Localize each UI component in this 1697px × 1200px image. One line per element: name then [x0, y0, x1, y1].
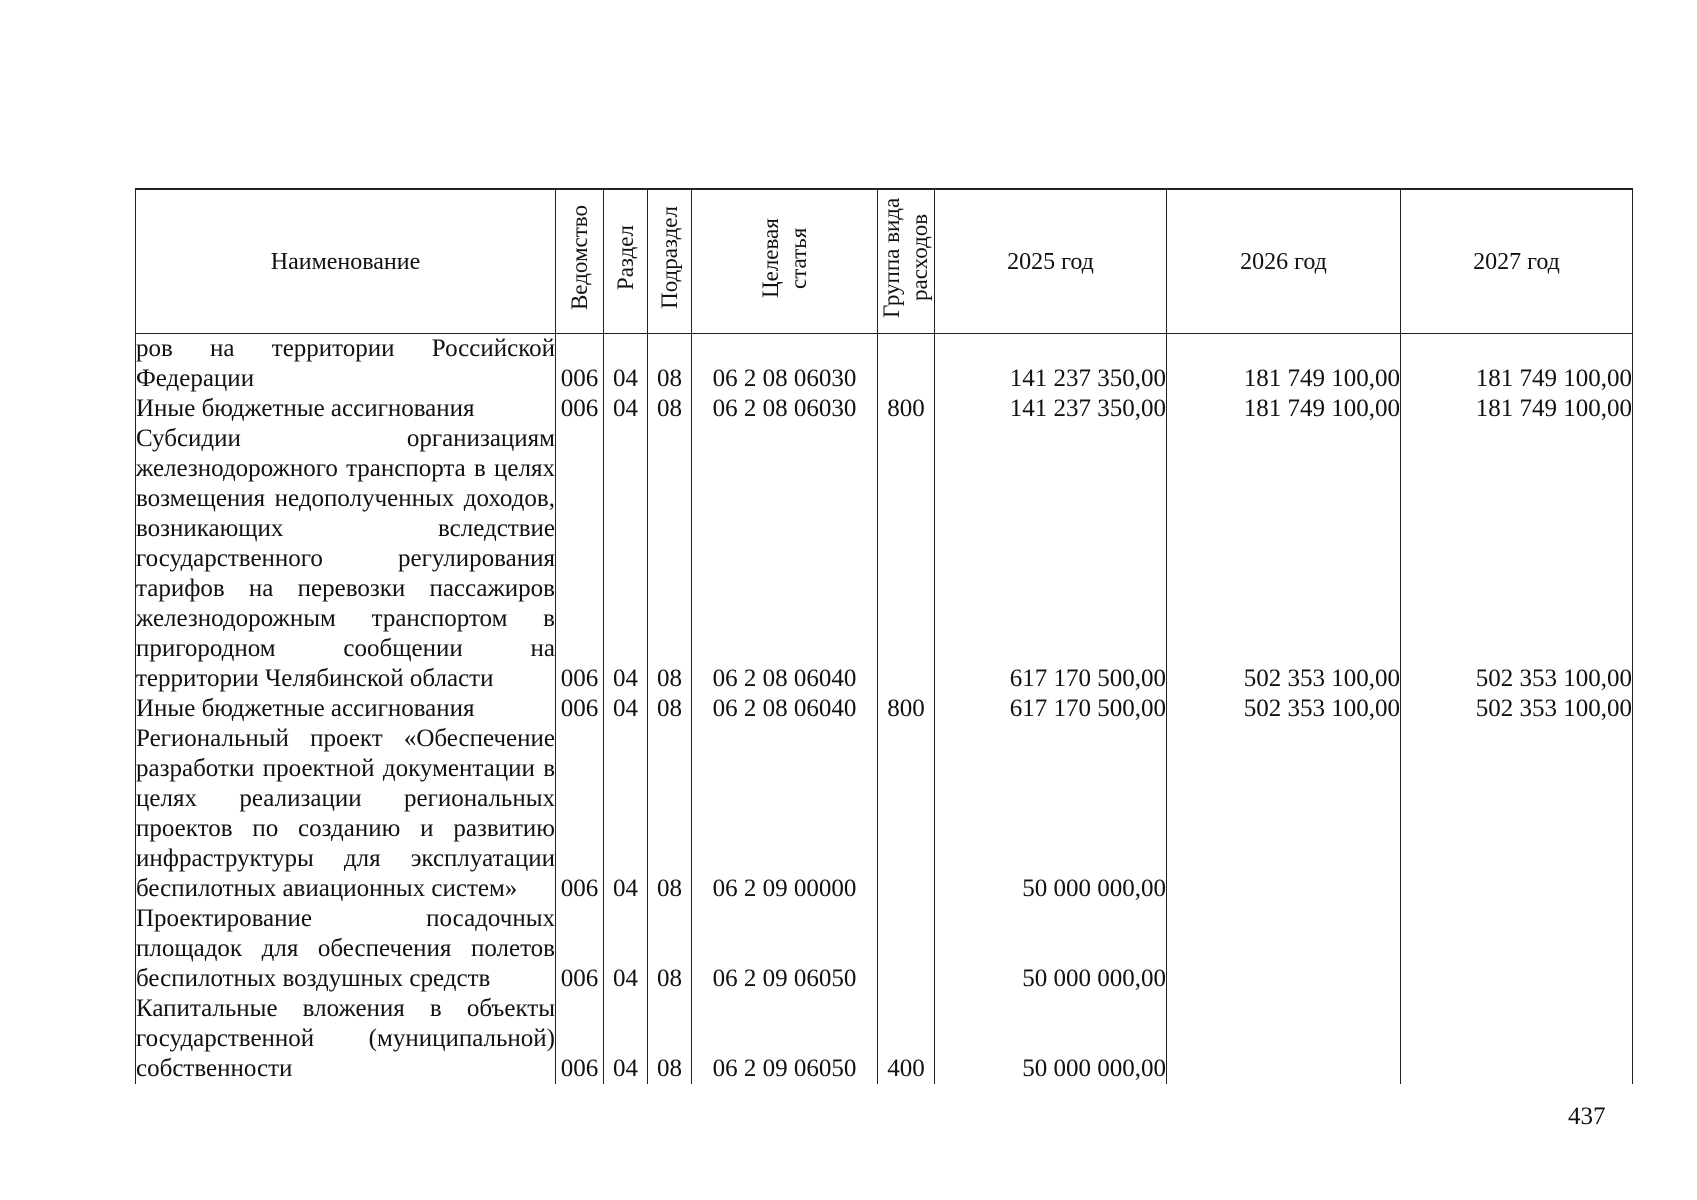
cell-2027: 181 749 100,00: [1401, 334, 1633, 395]
cell-name: Проектирование посадочных площадок для обеспечения полетов беспилотных воздушных средств: [136, 905, 555, 992]
cell-2025: 50 000 000,00: [935, 904, 1167, 994]
cell-podrazdel: 08: [648, 724, 692, 904]
cell-vedomstvo: 006: [556, 724, 604, 904]
cell-razdel: 04: [604, 394, 648, 424]
cell-group: 800: [878, 694, 935, 724]
cell-razdel: 04: [604, 994, 648, 1084]
cell-2027: 502 353 100,00: [1401, 694, 1633, 724]
cell-2025: 617 170 500,00: [935, 424, 1167, 694]
cell-2027: [1401, 994, 1633, 1084]
table-row: [136, 904, 1633, 994]
cell-vedomstvo: 006: [556, 424, 604, 694]
table-row: [136, 724, 1633, 904]
cell-2027: 181 749 100,00: [1401, 394, 1633, 424]
table-row: [136, 394, 1633, 424]
cell-target: 06 2 09 06050: [692, 904, 878, 994]
cell-razdel: 04: [604, 424, 648, 694]
cell-razdel: 04: [604, 694, 648, 724]
table-row: [136, 694, 1633, 724]
cell-2025: 50 000 000,00: [935, 994, 1167, 1084]
cell-podrazdel: 08: [648, 904, 692, 994]
cell-target: 06 2 09 00000: [692, 724, 878, 904]
cell-razdel: 04: [604, 334, 648, 395]
col-header-2027: 2027 год: [1401, 189, 1633, 334]
cell-2025: 617 170 500,00: [935, 694, 1167, 724]
cell-vedomstvo: 006: [556, 694, 604, 724]
cell-group: 400: [878, 994, 935, 1084]
cell-podrazdel: 08: [648, 994, 692, 1084]
col-header-podrazdel: Подраздел: [648, 189, 692, 334]
col-header-target: Целевая статья: [692, 189, 878, 334]
cell-name: Региональный проект «Обеспечение разработки проектной документации в целях реализации региональных проектов по созданию и развитию инфраструктуры для эксплуатации беспилотных авиационных систем»: [136, 725, 555, 902]
table-row: [136, 334, 1633, 395]
col-header-vedomstvo: Ведомство: [556, 189, 604, 334]
cell-vedomstvo: 006: [556, 394, 604, 424]
cell-name: Иные бюджетные ассигнования: [136, 694, 556, 724]
budget-table: [135, 188, 1633, 1084]
cell-vedomstvo: 006: [556, 904, 604, 994]
cell-2026: 502 353 100,00: [1167, 694, 1401, 724]
cell-name: Иные бюджетные ассигнования: [136, 394, 556, 424]
cell-2027: [1401, 724, 1633, 904]
cell-razdel: 04: [604, 904, 648, 994]
cell-vedomstvo: 006: [556, 994, 604, 1084]
cell-2027: 502 353 100,00: [1401, 424, 1633, 694]
cell-razdel: 04: [604, 724, 648, 904]
cell-2026: 181 749 100,00: [1167, 394, 1401, 424]
col-header-group: Группа вида расходов: [878, 189, 935, 334]
table-row: [136, 424, 1633, 694]
col-header-razdel: Раздел: [604, 189, 648, 334]
col-header-name: Наименование: [136, 189, 556, 334]
cell-name: ров на территории Российской Федерации: [136, 335, 555, 392]
cell-2026: [1167, 724, 1401, 904]
cell-target: 06 2 08 06040: [692, 694, 878, 724]
cell-name: Капитальные вложения в объекты государственной (муниципальной) собственности: [136, 995, 555, 1082]
cell-2025: 50 000 000,00: [935, 724, 1167, 904]
cell-2027: [1401, 904, 1633, 994]
table-row: [136, 994, 1633, 1084]
cell-group: [878, 904, 935, 994]
cell-target: 06 2 08 06030: [692, 334, 878, 395]
cell-group: [878, 334, 935, 395]
cell-podrazdel: 08: [648, 394, 692, 424]
cell-2026: 181 749 100,00: [1167, 334, 1401, 395]
cell-vedomstvo: 006: [556, 334, 604, 395]
cell-target: 06 2 08 06030: [692, 394, 878, 424]
cell-podrazdel: 08: [648, 334, 692, 395]
col-header-2025: 2025 год: [935, 189, 1167, 334]
cell-group: [878, 724, 935, 904]
cell-target: 06 2 09 06050: [692, 994, 878, 1084]
cell-group: [878, 424, 935, 694]
cell-2026: 502 353 100,00: [1167, 424, 1401, 694]
cell-podrazdel: 08: [648, 694, 692, 724]
col-header-2026: 2026 год: [1167, 189, 1401, 334]
cell-2025: 141 237 350,00: [935, 394, 1167, 424]
cell-2026: [1167, 994, 1401, 1084]
cell-podrazdel: 08: [648, 424, 692, 694]
cell-target: 06 2 08 06040: [692, 424, 878, 694]
page-number: 437: [1568, 1103, 1606, 1130]
cell-name: Субсидии организациям железнодорожного транспорта в целях возмещения недополученных доходов, возникающих вследствие государственного регулирования тарифов на перевозки пассажиров железнодорожным транспортом в пригородном сообщении на территории Челябинской области: [136, 425, 555, 692]
cell-2026: [1167, 904, 1401, 994]
table-header-row: [136, 189, 1633, 334]
cell-2025: 141 237 350,00: [935, 334, 1167, 395]
cell-group: 800: [878, 394, 935, 424]
